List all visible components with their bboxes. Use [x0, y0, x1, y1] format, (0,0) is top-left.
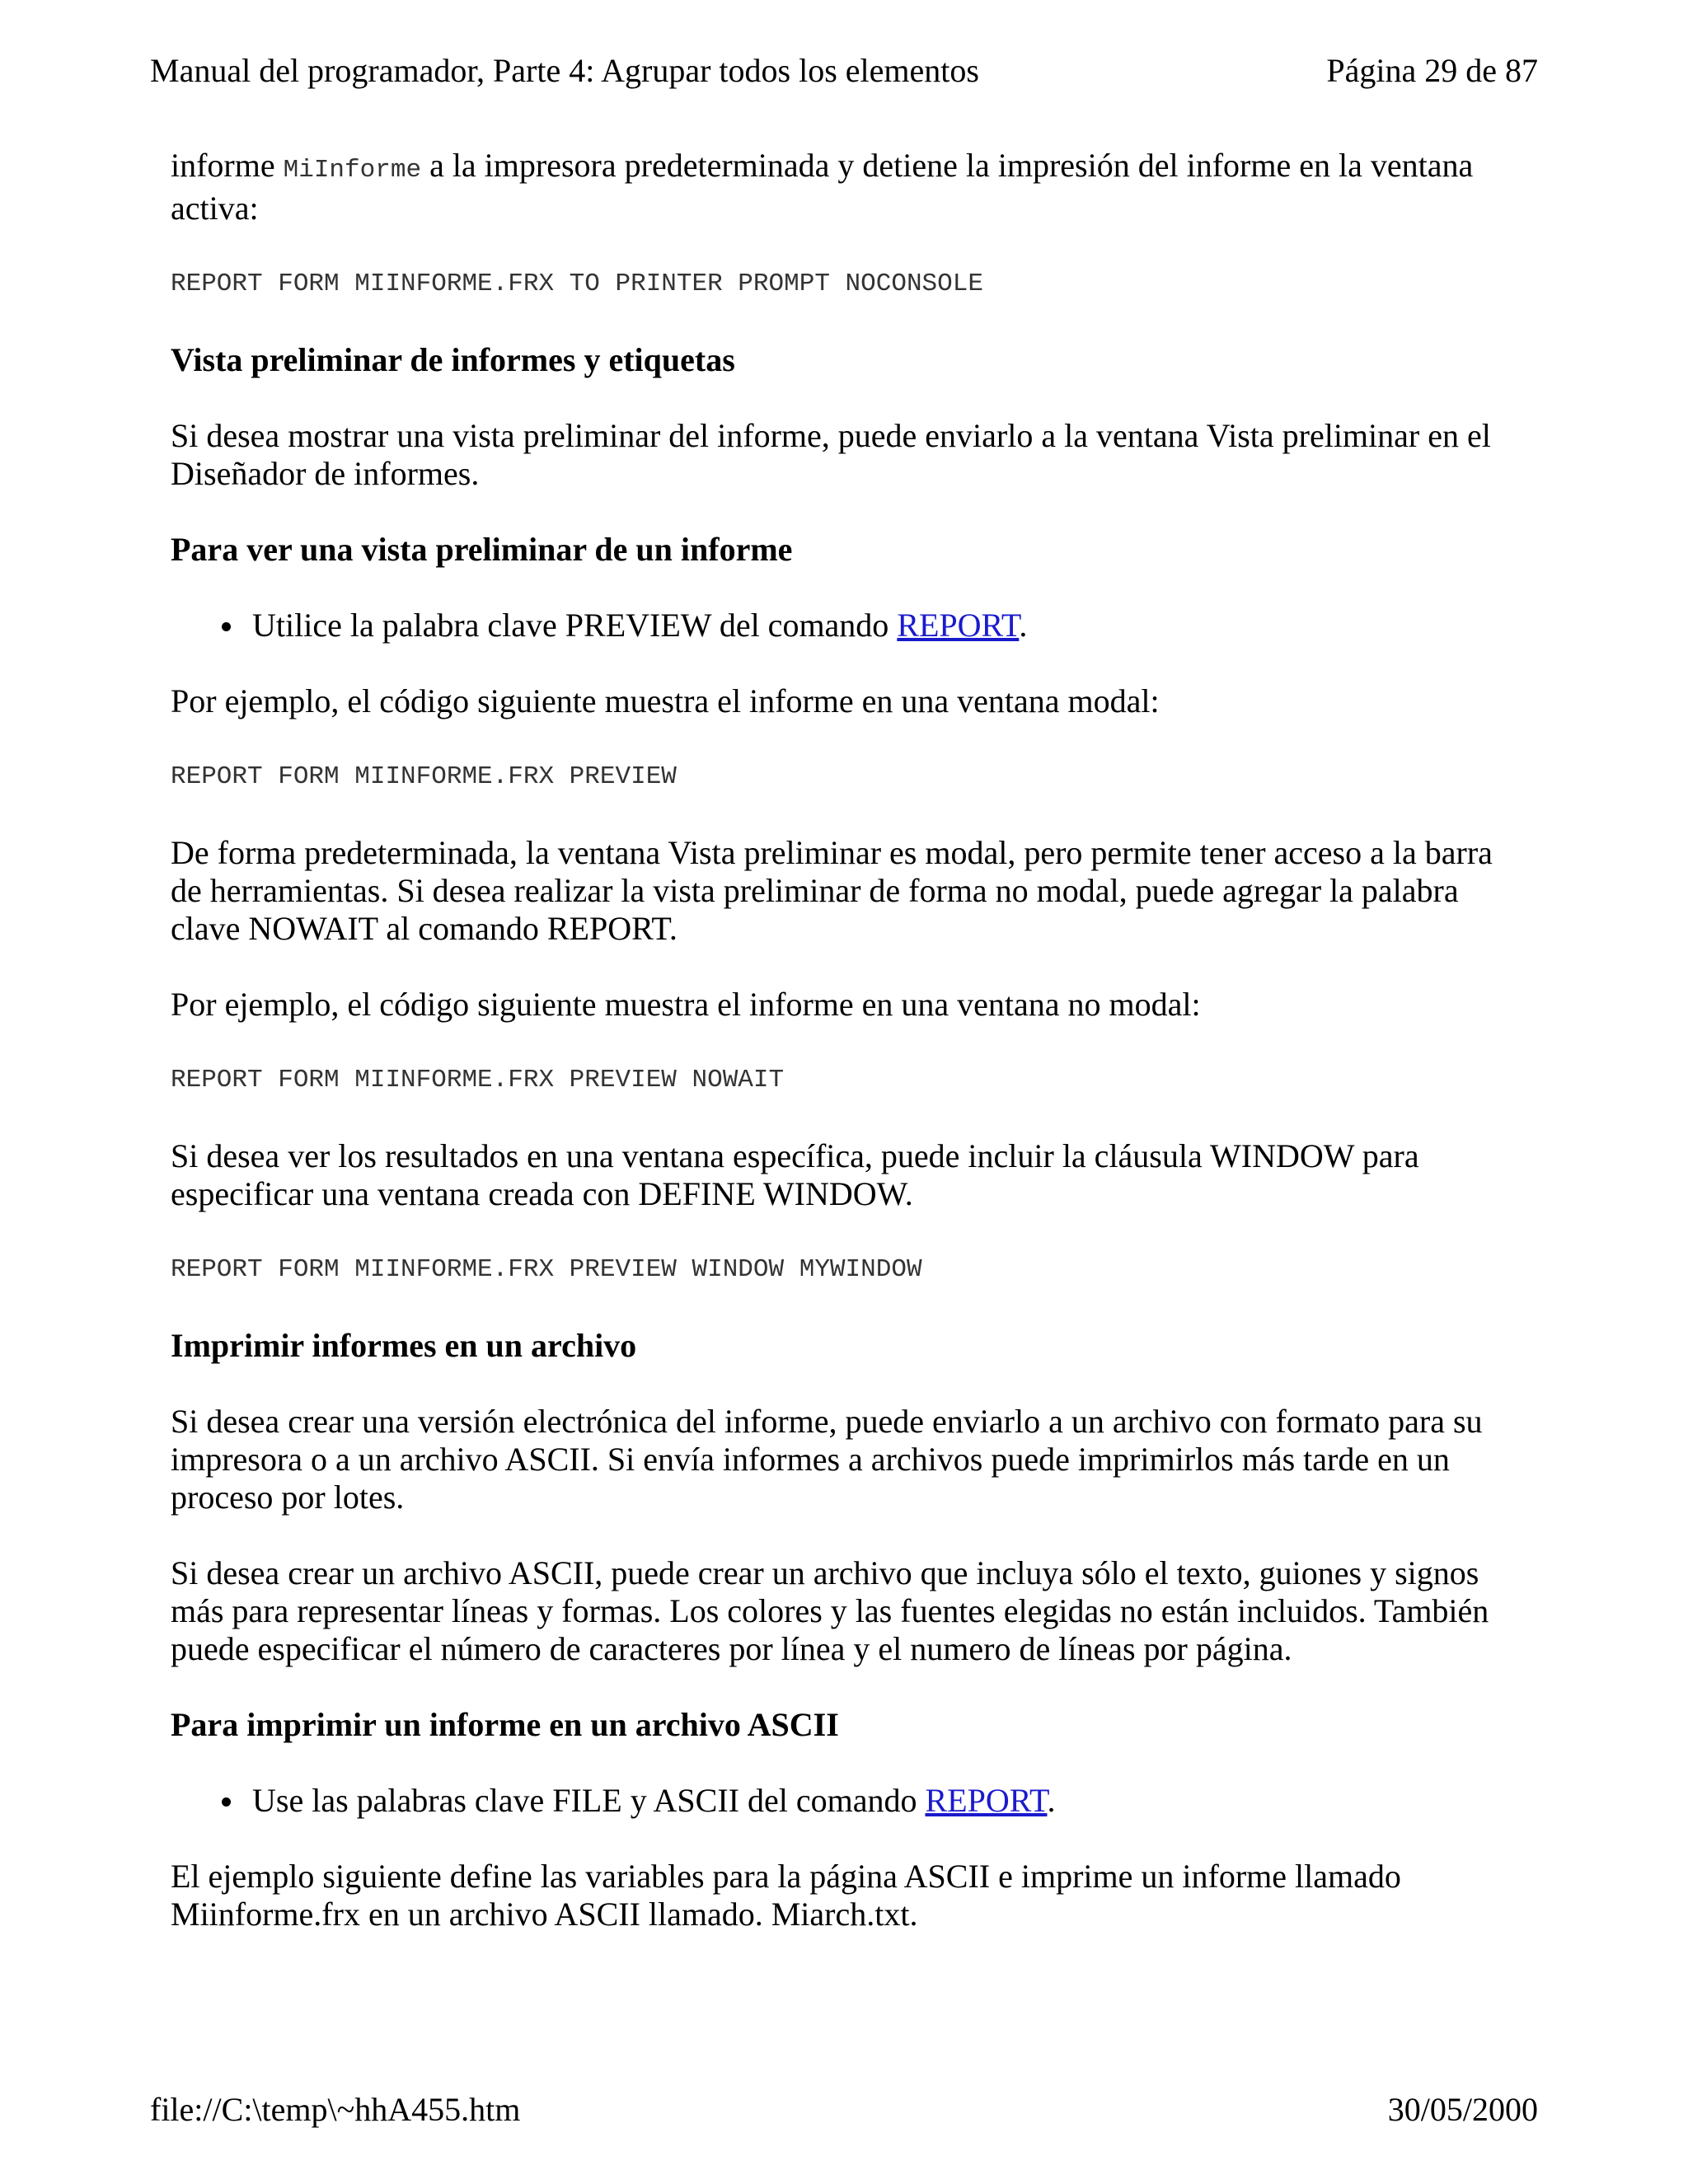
code-preview-window: REPORT FORM MIINFORME.FRX PREVIEW WINDOW MYWINDOW — [171, 1255, 922, 1284]
code-preview-nowait: REPORT FORM MIINFORME.FRX PREVIEW NOWAIT — [171, 1066, 785, 1094]
intro-paragraph — [171, 147, 1522, 227]
document-body — [171, 147, 1522, 1971]
document-title: Manual del programador, Parte 4: Agrupar todos los elementos — [150, 52, 979, 89]
code-print-to-printer: REPORT FORM MIINFORME.FRX TO PRINTER PROMPT NOCONSOLE — [171, 269, 983, 298]
bullet-icon — [222, 622, 231, 631]
list-item — [252, 607, 1522, 644]
list-preview-steps — [171, 607, 1522, 644]
report-command-link[interactable]: REPORT — [925, 1782, 1048, 1819]
bullet-text: Utilice la palabra clave PREVIEW del comando — [252, 607, 898, 644]
page-number: Página 29 de 87 — [1326, 52, 1538, 89]
bullet-text-end: . — [1047, 1782, 1056, 1819]
code-preview: REPORT FORM MIINFORME.FRX PREVIEW — [171, 762, 677, 791]
file-path: file://C:\temp\~hhA455.htm — [150, 2091, 521, 2128]
bullet-text-end: . — [1019, 607, 1028, 644]
heading-preview: Vista preliminar de informes y etiquetas — [171, 341, 735, 378]
paragraph-window: Si desea ver los resultados en una ventana específica, puede incluir la cláusula WINDOW para especificar una ventana creada con DEFINE WINDOW. — [171, 1137, 1419, 1212]
paragraph-file-ascii: Si desea crear un archivo ASCII, puede crear un archivo que incluya sólo el texto, guiones y signos más para representar líneas y formas. Los colores y las fuentes elegidas no están incluidos. También puede especificar el número de caracteres por línea y el numero de líneas por página. — [171, 1554, 1489, 1667]
paragraph-preview: Si desea mostrar una vista preliminar del informe, puede enviarlo a la ventana Vista preliminar en el Diseñador de informes. — [171, 417, 1491, 492]
heading-preview-steps: Para ver una vista preliminar de un informe — [171, 531, 793, 568]
inline-code-miinforme: MiInforme — [283, 156, 422, 185]
paragraph-ascii-example: El ejemplo siguiente define las variables para la página ASCII e imprime un informe llamado Miinforme.frx en un archivo ASCII llamado. Miarch.txt. — [171, 1858, 1401, 1933]
report-command-link[interactable]: REPORT — [897, 607, 1020, 644]
paragraph-default-modal: De forma predeterminada, la ventana Vista preliminar es modal, pero permite tener acceso a la barra de herramientas. Si desea realizar la vista preliminar de forma no modal, puede agregar la palabra clave NOWAIT al comando REPORT. — [171, 834, 1493, 947]
bullet-text: Use las palabras clave FILE y ASCII del comando — [252, 1782, 926, 1819]
list-item — [252, 1782, 1522, 1820]
intro-text-end: a la impresora predeterminada y detiene la impresión del informe en la ventana activa: — [171, 147, 1474, 227]
paragraph-example-nonmodal: Por ejemplo, el código siguiente muestra el informe en una ventana no modal: — [171, 986, 1201, 1023]
list-ascii-steps — [171, 1782, 1522, 1820]
paragraph-file-electronic: Si desea crear una versión electrónica del informe, puede enviarlo a un archivo con formato para su impresora o a un archivo ASCII. Si envía informes a archivos puede imprimirlos más tarde en un proceso por lotes. — [171, 1403, 1483, 1516]
bullet-icon — [222, 1797, 231, 1807]
print-date: 30/05/2000 — [1387, 2091, 1538, 2128]
page-footer — [150, 2088, 1538, 2131]
paragraph-example-modal: Por ejemplo, el código siguiente muestra el informe en una ventana modal: — [171, 682, 1160, 719]
heading-ascii-steps: Para imprimir un informe en un archivo ASCII — [171, 1706, 839, 1743]
heading-print-to-file: Imprimir informes en un archivo — [171, 1327, 637, 1364]
page-header — [150, 49, 1538, 92]
intro-text-start: informe — [171, 147, 284, 184]
